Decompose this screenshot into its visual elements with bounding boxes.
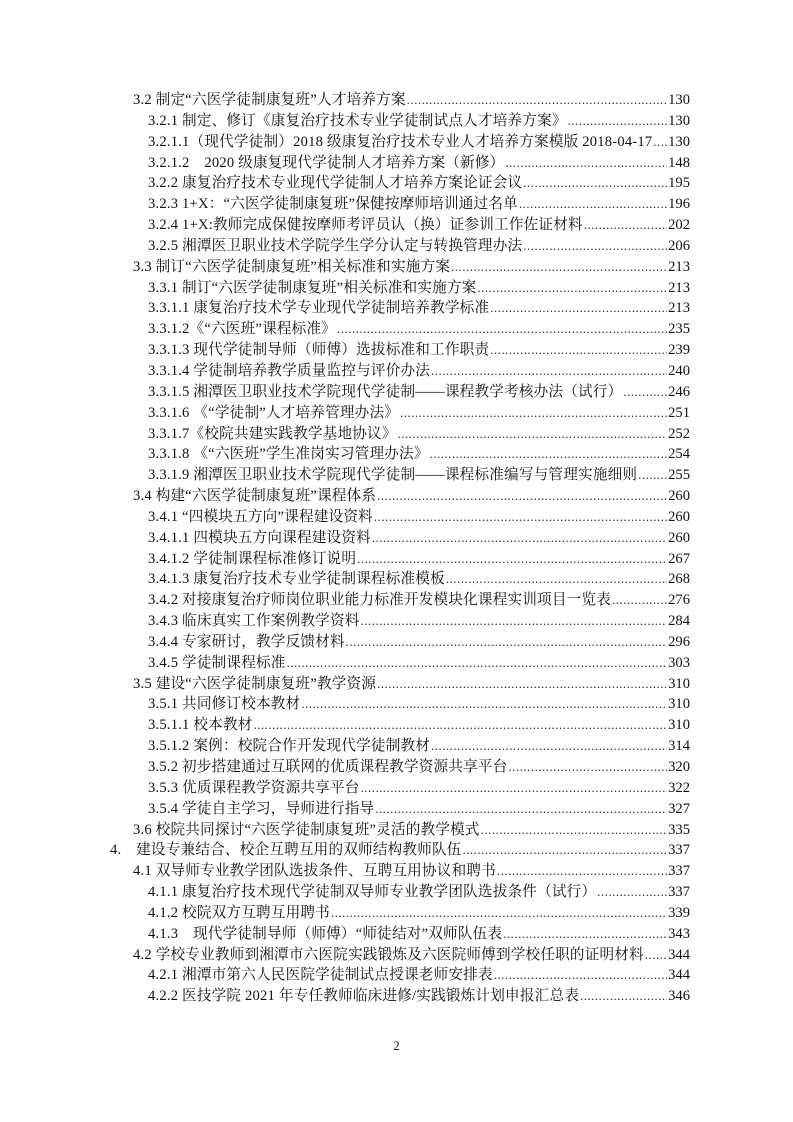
- toc-entry-label: 3.3.1.1 康复治疗技术学专业现代学徒制培养教学标准: [148, 300, 490, 317]
- toc-entry-page-number: 202: [668, 217, 690, 234]
- toc-entry-label: 3.2.3 1+X：“六医学徒制康复班”保健按摩师培训通过名单: [148, 196, 518, 213]
- toc-entry-label: 3.3 制订“六医学徒制康复班”相关标准和实施方案: [133, 258, 451, 275]
- toc-entry: [110, 903, 690, 924]
- toc-leader-dots: [331, 903, 667, 924]
- toc-entry-page-number: 346: [668, 988, 690, 1005]
- toc-leader-dots: [494, 965, 667, 986]
- toc-leader-dots: [431, 361, 667, 382]
- toc-entry-page-number: 213: [668, 258, 690, 275]
- toc-entry-page-number: 251: [668, 404, 690, 421]
- table-of-contents: [110, 90, 690, 1007]
- toc-entry-page-number: 213: [668, 300, 690, 317]
- toc-leader-dots: [597, 882, 667, 903]
- toc-entry: [110, 965, 690, 986]
- toc-entry-label: 3.3.1.8 《“六医班”学生准岗实习管理办法》: [148, 446, 429, 463]
- toc-entry-label: 3.3.1.4 学徒制培养教学质量监控与评价办法: [148, 362, 431, 379]
- toc-entry-page-number: 255: [668, 467, 690, 484]
- toc-entry-label: 3.3.1.9 湘潭医卫职业技术学院现代学徒制——课程标准编写与管理实施细则: [148, 467, 638, 484]
- toc-entry: [110, 319, 690, 340]
- toc-leader-dots: [519, 194, 667, 215]
- toc-leader-dots: [638, 465, 667, 486]
- toc-entry-label: 3.4.2 对接康复治疗师岗位职业能力标准开发模块化课程实训项目一览表: [148, 592, 612, 609]
- page-number: 2: [393, 1039, 400, 1053]
- toc-leader-dots: [490, 298, 667, 319]
- toc-entry: [110, 173, 690, 194]
- toc-entry-label: 3.4.1.1 四模块五方向课程建设资料: [148, 529, 371, 546]
- toc-entry-page-number: 310: [668, 696, 690, 713]
- toc-entry-label: 3.3.1.7《校院共建实践教学基地协议》: [148, 425, 397, 442]
- toc-entry: [110, 340, 690, 361]
- toc-entry: [110, 611, 690, 632]
- toc-entry-label: 3.3.1.3 现代学徒制导师（师傅）选拔标准和工作职责: [148, 342, 490, 359]
- toc-entry-page-number: 310: [668, 717, 690, 734]
- toc-entry: [110, 361, 690, 382]
- toc-entry-label: 3.4.1.3 康复治疗技术专业学徒制课程标准模板: [148, 571, 445, 588]
- toc-entry-page-number: 303: [668, 654, 690, 671]
- toc-entry: [110, 882, 690, 903]
- toc-entry-page-number: 235: [668, 321, 690, 338]
- toc-leader-dots: [374, 507, 667, 528]
- toc-entry-page-number: 196: [668, 196, 690, 213]
- toc-entry: [110, 945, 690, 966]
- toc-entry-page-number: 337: [668, 863, 690, 880]
- toc-entry: [110, 549, 690, 570]
- toc-leader-dots: [377, 486, 667, 507]
- toc-entry-page-number: 260: [668, 508, 690, 525]
- toc-entry: [110, 382, 690, 403]
- toc-entry: [110, 444, 690, 465]
- toc-entry-label: 4.1.2 校院双方互聘互用聘书: [148, 904, 330, 921]
- toc-entry-page-number: 284: [668, 613, 690, 630]
- toc-leader-dots: [400, 403, 667, 424]
- toc-entry-label: 3.3.1.6 《“学徒制”人才培养管理办法》: [148, 404, 400, 421]
- toc-entry-page-number: 240: [668, 362, 690, 379]
- toc-entry-label: 3.4.1.2 学徒制课程标准修订说明: [148, 550, 357, 567]
- toc-entry-label: 3.4 构建“六医学徒制康复班”课程体系: [133, 488, 377, 505]
- toc-entry-label: 3.5.1 共同修订校本教材: [148, 696, 301, 713]
- toc-leader-dots: [375, 799, 667, 820]
- toc-entry: [110, 924, 690, 945]
- toc-entry-label: 3.6 校院共同探讨“六医学徒制康复班”灵活的教学模式: [133, 821, 480, 838]
- toc-leader-dots: [430, 444, 667, 465]
- toc-entry-page-number: 337: [668, 842, 690, 859]
- toc-leader-dots: [301, 694, 667, 715]
- toc-entry: [110, 132, 690, 153]
- toc-leader-dots: [503, 924, 667, 945]
- toc-entry-label: 3.2 制定“六医学徒制康复班”人才培养方案: [133, 92, 406, 108]
- toc-entry: [110, 840, 690, 861]
- toc-entry: [110, 715, 690, 736]
- toc-entry: [110, 278, 690, 299]
- toc-entry-page-number: 130: [668, 92, 690, 108]
- toc-entry-page-number: 260: [668, 488, 690, 505]
- toc-entry-label: 3.4.4 专家研讨，教学反馈材料: [148, 633, 345, 650]
- toc-leader-dots: [490, 340, 667, 361]
- toc-entry: [110, 569, 690, 590]
- toc-entry-label: 4.1 双导师专业教学团队选拔条件、互聘互用协议和聘书: [133, 863, 496, 880]
- toc-entry: [110, 820, 690, 841]
- toc-entry-page-number: 344: [668, 946, 690, 963]
- toc-leader-dots: [357, 549, 667, 570]
- toc-leader-dots: [580, 986, 667, 1007]
- toc-leader-dots: [505, 153, 667, 174]
- toc-entry-page-number: 130: [668, 112, 690, 129]
- toc-entry-label: 3.3.1.2《“六医班”课程标准》: [148, 321, 337, 338]
- toc-entry: [110, 298, 690, 319]
- toc-entry: [110, 799, 690, 820]
- toc-leader-dots: [377, 674, 667, 695]
- toc-entry-page-number: 130: [668, 133, 690, 150]
- toc-entry-page-number: 339: [668, 904, 690, 921]
- toc-entry: [110, 486, 690, 507]
- toc-entry-label: 3.4.5 学徒制课程标准: [148, 654, 286, 671]
- toc-entry-label: 3.5 建设“六医学徒制康复班”教学资源: [133, 675, 377, 692]
- toc-entry-page-number: 314: [668, 738, 690, 755]
- toc-entry: [110, 653, 690, 674]
- toc-leader-dots: [431, 736, 667, 757]
- toc-leader-dots: [653, 132, 667, 153]
- toc-entry: [110, 986, 690, 1007]
- toc-leader-dots: [361, 611, 668, 632]
- toc-entry-page-number: 213: [668, 279, 690, 296]
- toc-entry-label: 3.3.1.5 湘潭医卫职业技术学院现代学徒制——课程教学考核办法（试行）: [148, 383, 623, 400]
- toc-entry: [110, 694, 690, 715]
- toc-entry-label: 4.1.3 现代学徒制导师（师傅）“师徒结对”双师队伍表: [148, 925, 503, 942]
- toc-leader-dots: [287, 653, 668, 674]
- toc-entry: [110, 528, 690, 549]
- toc-leader-dots: [612, 590, 667, 611]
- toc-entry: [110, 861, 690, 882]
- toc-leader-dots: [481, 820, 667, 841]
- toc-entry-page-number: 268: [668, 571, 690, 588]
- toc-entry: [110, 507, 690, 528]
- toc-entry-label: 3.5.3 优质课程教学资源共享平台: [148, 779, 360, 796]
- toc-entry-page-number: 260: [668, 529, 690, 546]
- toc-entry: [110, 465, 690, 486]
- toc-entry-page-number: 322: [668, 779, 690, 796]
- toc-entry-page-number: 344: [668, 967, 690, 984]
- toc-entry-page-number: 310: [668, 675, 690, 692]
- toc-entry-label: 3.5.2 初步搭建通过互联网的优质课程教学资源共享平台: [148, 759, 508, 775]
- toc-entry: [110, 194, 690, 215]
- toc-entry-label: 3.5.4 学徒自主学习，导师进行指导: [148, 800, 375, 817]
- toc-leader-dots: [477, 278, 667, 299]
- toc-entry-page-number: 246: [668, 383, 690, 400]
- toc-leader-dots: [523, 173, 667, 194]
- toc-leader-dots: [623, 382, 667, 403]
- toc-leader-dots: [254, 715, 668, 736]
- toc-entry-page-number: 337: [668, 884, 690, 901]
- toc-entry: [110, 674, 690, 695]
- toc-entry-page-number: 327: [668, 800, 690, 817]
- toc-entry-page-number: 296: [668, 633, 690, 650]
- toc-leader-dots: [361, 778, 668, 799]
- toc-entry-label: 4.1.1 康复治疗技术现代学徒制双导师专业教学团队选拔条件（试行）: [148, 884, 597, 901]
- toc-entry: [110, 111, 690, 132]
- page-footer: [0, 1037, 793, 1055]
- toc-leader-dots: [407, 90, 667, 111]
- toc-entry-page-number: 254: [668, 446, 690, 463]
- toc-leader-dots: [346, 632, 667, 653]
- toc-entry-label: 3.4.1 “四模块五方向”课程建设资料: [148, 508, 373, 525]
- toc-entry: [110, 757, 690, 778]
- toc-entry-page-number: 206: [668, 237, 690, 254]
- toc-leader-dots: [523, 236, 667, 257]
- toc-entry: [110, 215, 690, 236]
- toc-entry: [110, 736, 690, 757]
- toc-entry-label: 3.3.1 制订“六医学徒制康复班”相关标准和实施方案: [148, 279, 477, 296]
- toc-entry-label: 4.2.2 医技学院 2021 年专任教师临床进修/实践锻炼计划申报汇总表: [148, 988, 580, 1005]
- toc-entry-label: 3.5.1.2 案例：校院合作开发现代学徒制教材: [148, 738, 431, 755]
- toc-entry-page-number: 276: [668, 592, 690, 609]
- toc-leader-dots: [568, 111, 667, 132]
- toc-entry-page-number: 239: [668, 342, 690, 359]
- toc-entry: [110, 424, 690, 445]
- toc-entry-label: 3.4.3 临床真实工作案例教学资料: [148, 613, 360, 630]
- toc-entry-page-number: 195: [668, 175, 690, 192]
- toc-entry-label: 3.2.1.2 2020 级康复现代学徒制人才培养方案（新修）: [148, 154, 505, 171]
- toc-entry-page-number: 252: [668, 425, 690, 442]
- toc-entry-label: 3.5.1.1 校本教材: [148, 717, 253, 734]
- toc-entry-label: 3.2.2 康复治疗技术专业现代学徒制人才培养方案论证会议: [148, 175, 523, 192]
- toc-entry: [110, 90, 690, 111]
- toc-entry-label: 4.2 学校专业教师到湘潭市六医院实践锻炼及六医院师傅到学校任职的证明材料: [133, 946, 644, 963]
- toc-leader-dots: [463, 840, 668, 861]
- toc-entry: [110, 403, 690, 424]
- toc-entry-page-number: 335: [668, 821, 690, 838]
- toc-leader-dots: [497, 861, 667, 882]
- toc-leader-dots: [584, 215, 667, 236]
- toc-leader-dots: [446, 569, 667, 590]
- toc-leader-dots: [372, 528, 667, 549]
- toc-entry-page-number: 343: [668, 925, 690, 942]
- toc-entry-label: 3.2.5 湘潭医卫职业技术学院学生学分认定与转换管理办法: [148, 237, 523, 254]
- toc-entry-label: 4.2.1 湘潭市第六人民医院学徒制试点授课老师安排表: [148, 967, 493, 984]
- toc-entry: [110, 778, 690, 799]
- toc-entry: [110, 257, 690, 278]
- toc-entry: [110, 236, 690, 257]
- toc-leader-dots: [337, 319, 667, 340]
- toc-leader-dots: [398, 424, 667, 445]
- toc-entry-page-number: 148: [668, 154, 690, 171]
- toc-leader-dots: [645, 945, 667, 966]
- toc-entry-page-number: 267: [668, 550, 690, 567]
- toc-entry-label: 3.2.4 1+X:教师完成保健按摩师考评员认（换）证参训工作佐证材料: [148, 217, 583, 234]
- toc-entry: [110, 153, 690, 174]
- toc-leader-dots: [509, 757, 668, 778]
- toc-entry-label: 4. 建设专兼结合、校企互聘互用的双师结构教师队伍: [110, 842, 462, 859]
- toc-entry: [110, 632, 690, 653]
- toc-leader-dots: [451, 257, 667, 278]
- toc-entry-page-number: 320: [668, 759, 690, 775]
- toc-entry: [110, 590, 690, 611]
- toc-entry-label: 3.2.1 制定、修订《康复治疗技术专业学徒制试点人才培养方案》: [148, 112, 567, 129]
- toc-entry-label: 3.2.1.1（现代学徒制）2018 级康复治疗技术专业人才培养方案模版 2018-04-17: [148, 133, 653, 150]
